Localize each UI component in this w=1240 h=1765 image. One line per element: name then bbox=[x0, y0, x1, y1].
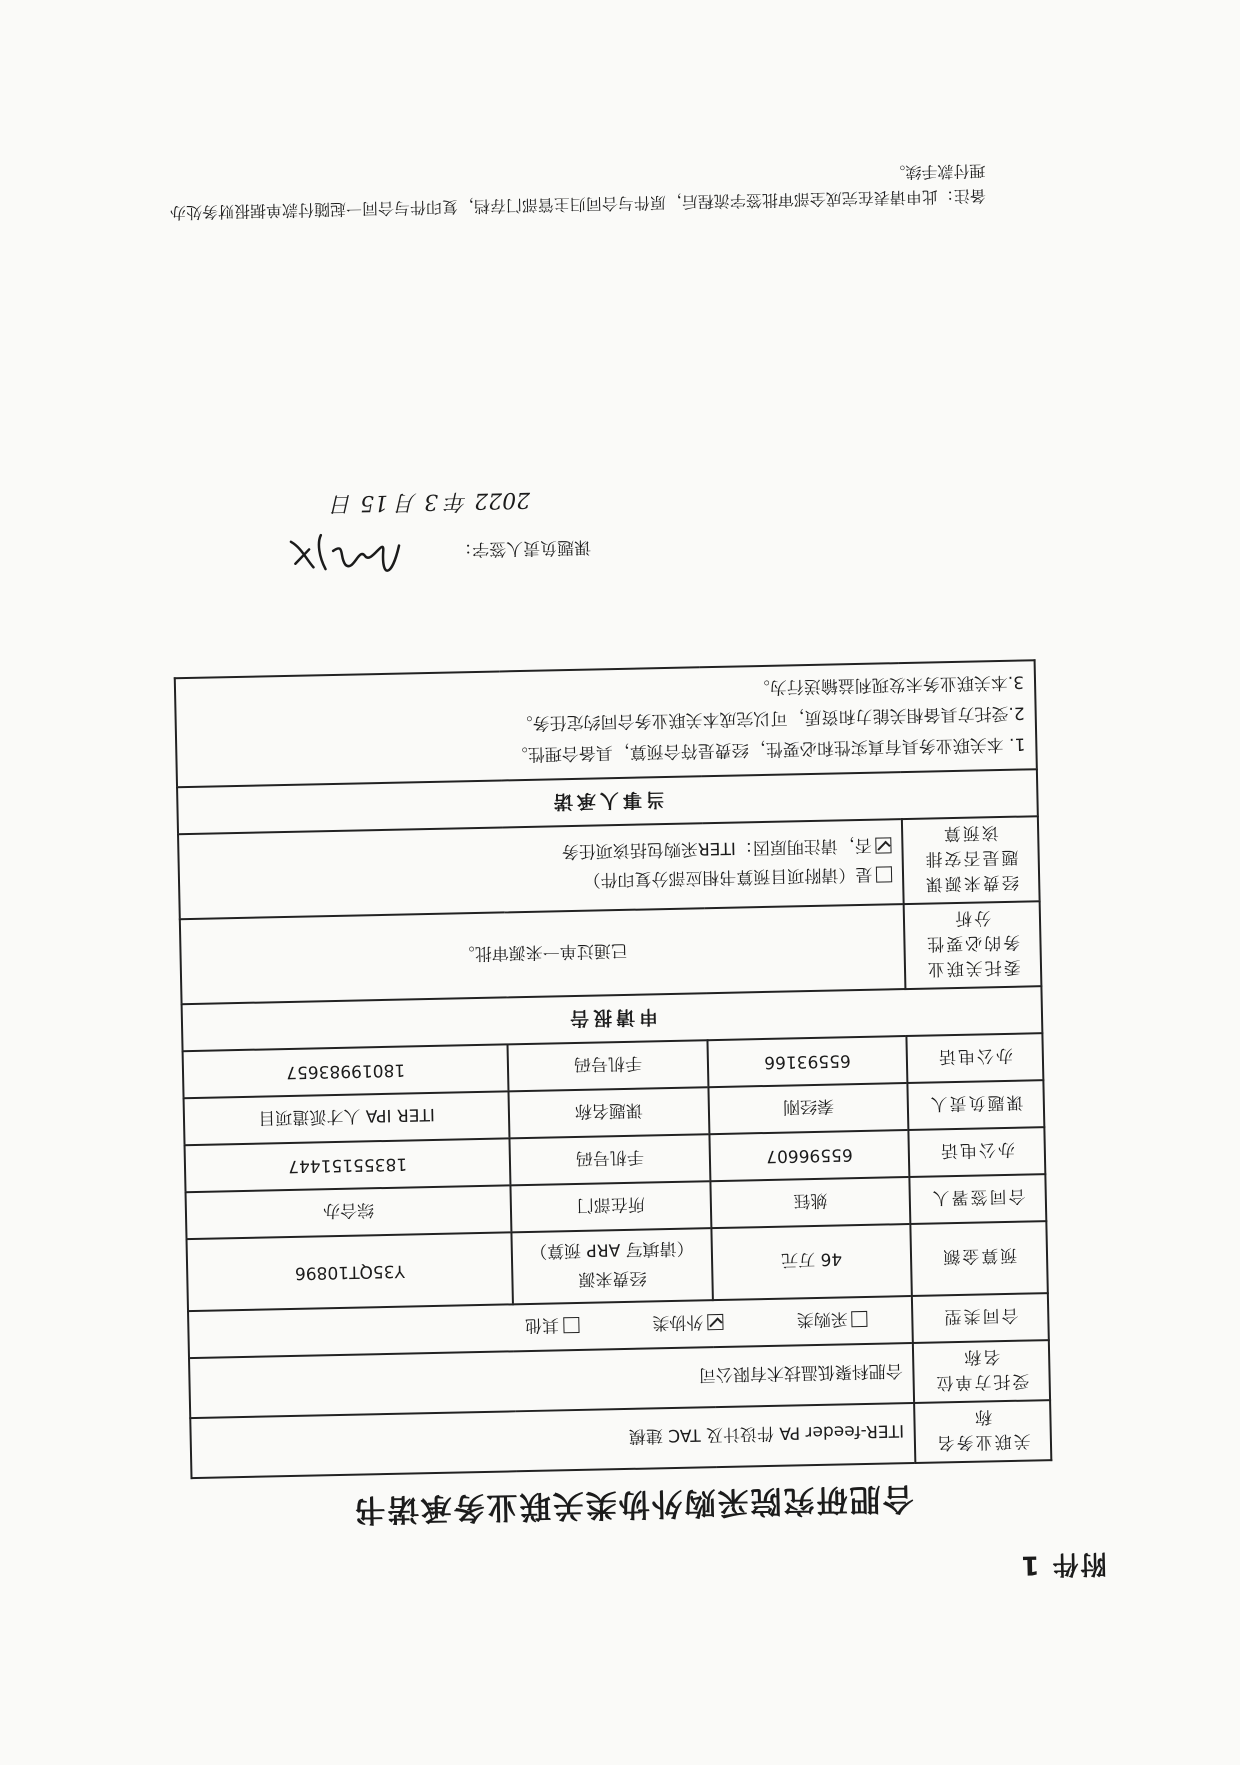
budget-no-label: 否，请注明原因：ITER采购包括该项任务 bbox=[561, 835, 872, 862]
report-header: 申请报告 bbox=[182, 986, 1043, 1051]
leader-office-phone-label: 办公电话 bbox=[907, 1033, 1044, 1083]
purchase-checkbox bbox=[852, 1311, 868, 1327]
other-option-label: 其他 bbox=[524, 1314, 560, 1336]
contract-type-label: 合同类型 bbox=[912, 1293, 1049, 1343]
department-label: 所在部门 bbox=[511, 1181, 711, 1232]
row-commitments bbox=[175, 660, 1037, 787]
row-necessity-analysis bbox=[180, 901, 1042, 1004]
budget-no-checkbox bbox=[876, 838, 892, 854]
fund-source-label: 经费来源 bbox=[578, 1267, 647, 1289]
budget-yes-checkbox bbox=[876, 867, 892, 883]
commitment-header: 当事人承诺 bbox=[177, 769, 1038, 834]
signer-name: 姚钰 bbox=[710, 1177, 911, 1228]
commitment-form-table bbox=[174, 486, 1053, 1479]
document-title: 合肥研究院采购外协类关联业务承诺书 bbox=[352, 1479, 914, 1528]
commitment-item: 2.受托方具备相关能力和资质，可以完成本关联业务合同约定任务。 bbox=[515, 702, 1025, 734]
outsourcing-checkbox bbox=[707, 1314, 723, 1330]
business-name-value: ITER-feeder PA 件设计及 TAC 建模 bbox=[190, 1403, 915, 1478]
signature-label: 课题负责人签字： bbox=[454, 536, 592, 560]
project-name-label: 课题名称 bbox=[509, 1087, 709, 1138]
business-name-label: 关联业务名称 bbox=[914, 1400, 1051, 1463]
signer-label: 合同签署人 bbox=[910, 1174, 1047, 1224]
budget-check-label: 经费来源课题是否安排该预算 bbox=[902, 816, 1039, 904]
leader-mobile-value: 18019983657 bbox=[183, 1044, 509, 1098]
commitment-item: 3.本关联业务未发现利益输送行为。 bbox=[752, 671, 1025, 698]
fund-source-label-cell bbox=[512, 1228, 713, 1304]
row-budget-check bbox=[178, 816, 1040, 919]
fund-source-note: （请填写 ARP 预算） bbox=[529, 1237, 694, 1261]
mobile-value: 18355151447 bbox=[185, 1138, 511, 1192]
project-name-value: ITER IPA 人才派遣项目 bbox=[184, 1091, 510, 1145]
project-leader-name: 秦经刚 bbox=[708, 1083, 909, 1134]
footnote: 备注：此申请表在完成全部审批签字流程后，原件与合同归主管部门存档，复印件与合同一起随付款单据报财务处办理付款手续。 bbox=[169, 161, 987, 223]
office-phone-value: 65596607 bbox=[709, 1130, 910, 1181]
fund-source-value: Y35QT10896 bbox=[187, 1232, 514, 1311]
necessity-analysis-label: 委托关联业务的必要性分析 bbox=[904, 901, 1041, 989]
department-value: 综合办 bbox=[186, 1185, 512, 1239]
leader-mobile-label: 手机号码 bbox=[508, 1040, 708, 1091]
commitment-cell bbox=[175, 486, 1037, 787]
attachment-tag: 附件 1 bbox=[1019, 1547, 1107, 1580]
leader-office-phone-value: 65593166 bbox=[707, 1036, 908, 1087]
commitment-item: 1. 本关联业务具有真实性和必要性，经费是符合预算，具备合理性。 bbox=[510, 733, 1026, 765]
mobile-label: 手机号码 bbox=[510, 1134, 710, 1185]
contractor-value: 合肥科聚低温技术有限公司 bbox=[189, 1343, 914, 1418]
office-phone-label: 办公电话 bbox=[909, 1127, 1046, 1177]
necessity-analysis-value: 已通过单一来源审批。 bbox=[180, 904, 906, 1004]
budget-amount: 46 万元 bbox=[711, 1224, 912, 1300]
project-leader-label: 课题负责人 bbox=[908, 1080, 1045, 1130]
signature-date: 2022 年 3 月 15 日 bbox=[330, 486, 531, 516]
handwritten-signature bbox=[285, 525, 406, 588]
budget-label: 预算金额 bbox=[911, 1221, 1048, 1296]
outsourcing-option-label: 外协类 bbox=[652, 1311, 704, 1333]
contractor-label: 受托方单位名称 bbox=[913, 1340, 1050, 1403]
purchase-option-label: 采购类 bbox=[796, 1308, 848, 1330]
other-checkbox bbox=[563, 1317, 579, 1333]
budget-check-options bbox=[178, 819, 904, 919]
budget-yes-label: 是（请附项目预算书相应部分复印件） bbox=[583, 864, 873, 891]
